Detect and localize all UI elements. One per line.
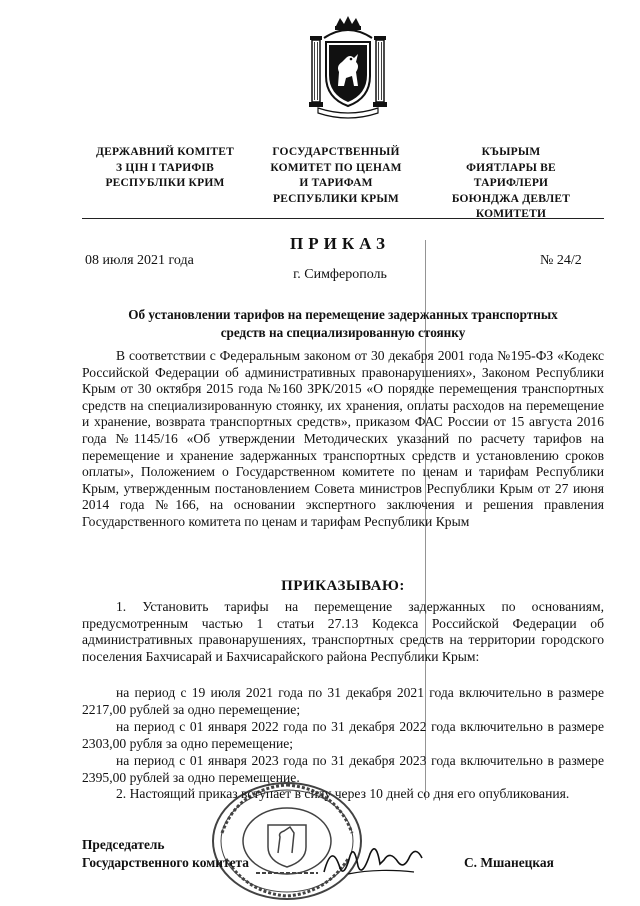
handwritten-signature-icon bbox=[318, 838, 428, 882]
scan-fold-line bbox=[425, 240, 426, 800]
document-type-title: ПРИКАЗ bbox=[290, 234, 390, 253]
header-org-ukrainian: ДЕРЖАВНИЙ КОМІТЕТ З ЦІН І ТАРИФІВ РЕСПУБЛІКИ КРИМ bbox=[96, 146, 234, 189]
signatory-name: С. Мшанецкая bbox=[464, 855, 554, 870]
preamble-paragraph: В соответствии с Федеральным законом от 30 декабря 2001 года №195-ФЗ «Кодекс Российской Федерации об административных правонарушениях», Законом Республики Крым от 30 октября 2015 года №160 ЗРК/2015 «О порядке перемещения транспортных средств на специализированную стоянку, их хранения, оплаты расходов на перемещение и хранение, возврата транспортных средств», приказом ФАС России от 15 августа 2016 года №1145/16 «Об утверждении Методических указаний по расчету тарифов на перемещение и хранение задержанных транспортных средств и установлению сроков оплаты», Положением о Государственном комитете по ценам и тарифам Республики Крым, утвержденным постановлением Совета министров Республики Крым от 27 июня 2014 года №166, на основании экспертного заключения и решения правления Государственного комитета по ценам и тарифам Республики Крым bbox=[82, 348, 604, 529]
signatory-position: Председатель Государственного комитета bbox=[82, 837, 249, 870]
document-city: г. Симферополь bbox=[293, 267, 387, 282]
tariff-period-2021: на период с 19 июля 2021 года по 31 декабря 2021 года включительно в размере 2217,00 рублей за одно перемещение; bbox=[82, 685, 604, 717]
item-1-paragraph: 1. Установить тарифы на перемещение задержанных по основаниям, предусмотренным частью 1 статьи 27.13 Кодекса Российской Федерации об административных правонарушениях, транспортных средств на территории городского поселения Бахчисарай и Бахчисарайского района Республики Крым: bbox=[82, 599, 604, 664]
crimea-coat-of-arms-icon bbox=[306, 14, 390, 120]
document-number: № 24/2 bbox=[540, 253, 582, 268]
header-org-russian: ГОСУДАРСТВЕННЫЙ КОМИТЕТ ПО ЦЕНАМ И ТАРИФАМ РЕСПУБЛИКИ КРЫМ bbox=[270, 146, 402, 205]
decree-heading: ПРИКАЗЫВАЮ: bbox=[281, 578, 405, 594]
document-subject: Об установлении тарифов на перемещение задержанных транспортных средств на специализированную стоянку bbox=[128, 307, 558, 340]
tariff-period-2023: на период с 01 января 2023 года по 31 декабря 2023 года включительно в размере 2395,00 рублей за одно перемещение. bbox=[82, 753, 604, 785]
tariff-period-2022: на период с 01 января 2022 года по 31 декабря 2022 года включительно в размере 2303,00 рубля за одно перемещение; bbox=[82, 719, 604, 751]
header-org-crimean-tatar: КЪЫРЫМ ФИЯТЛАРЫ ВЕ ТАРИФЛЕРИ БОЮНДЖА ДЕВЛЕТ КОМИТЕТИ bbox=[451, 146, 571, 220]
document-date: 08 июля 2021 года bbox=[85, 253, 194, 268]
header-divider bbox=[82, 218, 604, 219]
item-2-paragraph: 2. Настоящий приказ вступает в силу через 10 дней со дня его опубликования. bbox=[116, 786, 570, 801]
